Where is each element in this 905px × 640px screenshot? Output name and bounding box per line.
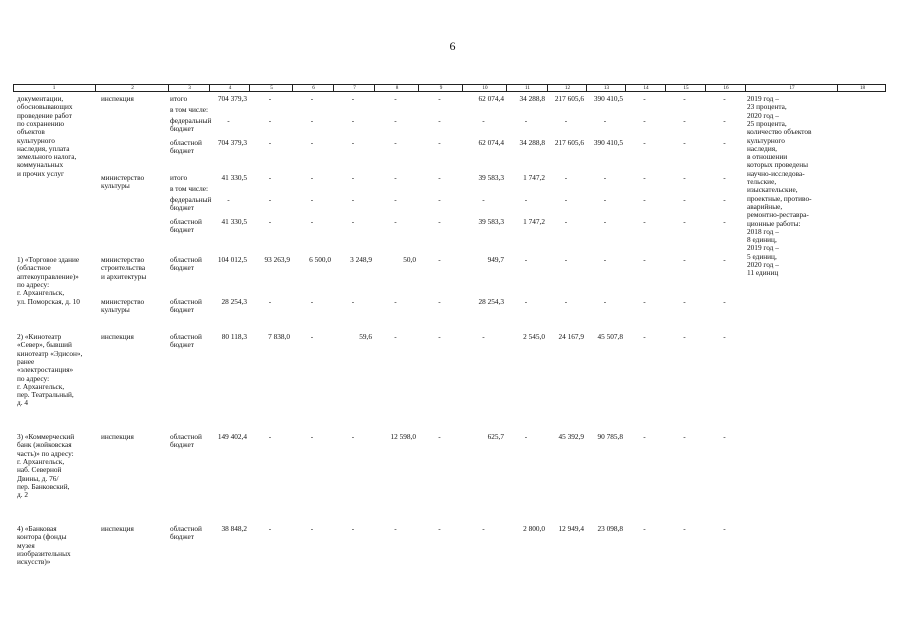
funding-source-line: бюджет xyxy=(170,225,194,235)
value-cell: - xyxy=(643,297,646,306)
header-col-17: 17 xyxy=(745,85,838,91)
indicator-line: 23 процента, xyxy=(747,102,787,112)
row-name-line: «Север», бывший xyxy=(17,340,72,350)
header-col-5: 5 xyxy=(249,85,293,91)
header-col-2: 2 xyxy=(95,85,169,91)
value-cell: - xyxy=(438,217,441,226)
row-name-line: (областное xyxy=(17,263,51,273)
row-name-line: коммунальных xyxy=(17,160,64,170)
value-cell: 7 838,0 xyxy=(268,332,290,341)
funding-source-line: итого xyxy=(170,173,188,182)
header-col-18: 18 xyxy=(837,85,887,91)
value-cell: - xyxy=(351,432,355,441)
row-name-line: пер. Банковский, xyxy=(17,481,70,491)
header-col-1: 1 xyxy=(52,85,56,91)
funding-source-line: областной xyxy=(170,432,202,441)
row-name-line: ул. Поморская, д. 10 xyxy=(17,296,80,306)
value-cell: - xyxy=(310,94,314,103)
executor-line: инспекция xyxy=(101,332,134,341)
value-cell: - xyxy=(683,297,686,306)
value-cell: - xyxy=(564,255,568,264)
funding-source-line: областной xyxy=(170,138,202,147)
row-name-line: банк (жойковская xyxy=(17,440,72,450)
value-cell: 149 402,4 xyxy=(217,432,247,441)
value-cell: - xyxy=(683,332,686,341)
header-col-3: 3 xyxy=(168,85,210,91)
header-col-12: 12 xyxy=(547,85,587,91)
value-cell: - xyxy=(482,195,485,204)
value-cell: 6 500,0 xyxy=(309,255,331,264)
value-cell: - xyxy=(438,524,441,533)
indicator-line: 11 единиц xyxy=(747,268,779,278)
value-cell: - xyxy=(351,524,355,533)
value-cell: - xyxy=(394,217,397,226)
row-name-line: д. 4 xyxy=(17,398,29,408)
value-cell: - xyxy=(268,297,272,306)
value-cell: 625,7 xyxy=(487,432,504,441)
funding-source-line: в том числе: xyxy=(170,105,209,114)
value-cell: - xyxy=(351,297,355,306)
value-cell: - xyxy=(310,297,314,306)
value-cell: - xyxy=(394,138,397,147)
value-cell: 41 330,5 xyxy=(221,173,247,182)
value-cell: - xyxy=(351,138,355,147)
indicator-line: наследия, xyxy=(747,143,777,153)
header-col-8: 8 xyxy=(374,85,419,91)
header-col-14: 14 xyxy=(625,85,666,91)
indicator-line: ремонтно-реставра- xyxy=(747,210,809,220)
value-cell: 34 288,8 xyxy=(519,94,545,103)
value-cell: - xyxy=(524,255,528,264)
row-name-line: искусств)» xyxy=(17,557,51,567)
value-cell: - xyxy=(268,116,272,125)
value-cell: - xyxy=(723,297,726,306)
funding-source-line: областной xyxy=(170,255,202,264)
value-cell: - xyxy=(683,432,686,441)
funding-source-line: бюджет xyxy=(170,263,194,273)
row-name-line: пер. Театральный, xyxy=(17,390,74,400)
value-cell: - xyxy=(643,524,646,533)
value-cell: 41 330,5 xyxy=(221,217,247,226)
value-cell: - xyxy=(603,217,607,226)
value-cell: 62 074,4 xyxy=(478,138,504,147)
funding-source-line: в том числе: xyxy=(170,184,209,193)
value-cell: - xyxy=(310,332,314,341)
row-name-line: наб. Северной xyxy=(17,465,62,475)
value-cell: - xyxy=(438,138,441,147)
value-cell: - xyxy=(438,297,441,306)
value-cell: - xyxy=(482,524,485,533)
value-cell: 1 747,2 xyxy=(523,217,545,226)
value-cell: - xyxy=(310,116,314,125)
value-cell: 2 800,0 xyxy=(523,524,545,533)
value-cell: - xyxy=(643,332,646,341)
row-name-line: наследия, уплата xyxy=(17,143,70,153)
value-cell: 34 288,8 xyxy=(519,138,545,147)
executor-line: инспекция xyxy=(101,524,134,533)
value-cell: - xyxy=(351,173,355,182)
value-cell: - xyxy=(482,116,485,125)
funding-source-line: областной xyxy=(170,332,202,341)
value-cell: - xyxy=(438,255,441,264)
header-col-9: 9 xyxy=(418,85,463,91)
value-cell: - xyxy=(723,217,726,226)
value-cell: - xyxy=(351,94,355,103)
value-cell: - xyxy=(723,432,726,441)
row-name-line: часть)» по адресу: xyxy=(17,448,74,458)
value-cell: - xyxy=(723,94,726,103)
value-cell: 38 848,2 xyxy=(221,524,247,533)
executor-line: строительства xyxy=(101,263,146,273)
value-cell: - xyxy=(564,116,568,125)
value-cell: - xyxy=(723,332,726,341)
value-cell: - xyxy=(310,195,314,204)
value-cell: - xyxy=(683,255,686,264)
indicator-line: научно-исследова- xyxy=(747,168,805,178)
page-number: 6 xyxy=(449,39,456,53)
value-cell: - xyxy=(643,432,646,441)
funding-source-line: областной xyxy=(170,524,202,533)
executor-line: министерство xyxy=(101,297,145,306)
value-cell: - xyxy=(564,195,568,204)
value-cell: - xyxy=(564,217,568,226)
row-name-line: г. Архангельск, xyxy=(17,456,65,466)
value-cell: - xyxy=(723,116,726,125)
row-name-line: 2) «Кинотеатр xyxy=(17,332,62,341)
value-cell: - xyxy=(268,94,272,103)
value-cell: - xyxy=(268,195,272,204)
value-cell: 217 605,6 xyxy=(554,138,584,147)
value-cell: - xyxy=(482,332,485,341)
value-cell: 1 747,2 xyxy=(523,173,545,182)
funding-source-line: бюджет xyxy=(170,305,194,315)
value-cell: - xyxy=(603,173,607,182)
value-cell: - xyxy=(310,173,314,182)
value-cell: - xyxy=(643,255,646,264)
value-cell: - xyxy=(723,255,726,264)
value-cell: - xyxy=(310,138,314,147)
executor-line: инспекция xyxy=(101,432,134,441)
value-cell: 704 379,3 xyxy=(217,94,247,103)
row-name-line: аптекоуправление)» xyxy=(17,271,79,281)
value-cell: 217 605,6 xyxy=(554,94,584,103)
value-cell: 50,0 xyxy=(403,255,416,264)
value-cell: - xyxy=(227,195,230,204)
row-name-line: изобразительных xyxy=(17,548,71,558)
row-name-line: документации, xyxy=(17,94,64,103)
executor-line: культуры xyxy=(101,181,130,191)
funding-source-line: федеральный xyxy=(170,116,212,125)
funding-source-line: областной xyxy=(170,217,202,226)
indicator-line: культурного xyxy=(747,135,785,145)
row-name-line: д. 2 xyxy=(17,490,29,500)
indicator-line: 25 процента, xyxy=(747,118,787,128)
value-cell: - xyxy=(227,116,230,125)
indicator-line: 2018 год – xyxy=(747,226,779,236)
value-cell: - xyxy=(310,432,314,441)
funding-source-line: бюджет xyxy=(170,124,194,134)
executor-line: министерство xyxy=(101,173,145,182)
value-cell: - xyxy=(394,524,397,533)
header-col-4: 4 xyxy=(209,85,250,91)
value-cell: 24 167,9 xyxy=(558,332,584,341)
value-cell: 80 118,3 xyxy=(221,332,247,341)
value-cell: - xyxy=(394,332,397,341)
value-cell: - xyxy=(603,297,607,306)
value-cell: - xyxy=(643,173,646,182)
row-name-line: обосновывающих xyxy=(17,102,73,112)
funding-source-line: бюджет xyxy=(170,203,194,213)
row-name-line: 4) «Банковая xyxy=(17,524,57,533)
value-cell: 59,6 xyxy=(359,332,372,341)
value-cell: - xyxy=(268,138,272,147)
executor-line: министерство xyxy=(101,255,145,264)
funding-source-line: федеральный xyxy=(170,195,212,204)
value-cell: 390 410,5 xyxy=(593,138,623,147)
value-cell: - xyxy=(603,255,607,264)
value-cell: - xyxy=(683,94,686,103)
value-cell: - xyxy=(438,195,441,204)
value-cell: - xyxy=(394,195,397,204)
indicator-line: проектные, противо- xyxy=(747,193,812,203)
value-cell: 12 598,0 xyxy=(390,432,416,441)
value-cell: 93 263,9 xyxy=(264,255,290,264)
indicator-line: которых проведены xyxy=(747,160,808,170)
row-name-line: по сохранению xyxy=(17,118,65,128)
value-cell: 949,7 xyxy=(487,255,504,264)
value-cell: 23 098,8 xyxy=(597,524,623,533)
value-cell: - xyxy=(438,332,441,341)
value-cell: - xyxy=(524,297,528,306)
value-cell: - xyxy=(351,116,355,125)
header-col-13: 13 xyxy=(586,85,626,91)
row-name-line: 1) «Торговое здание xyxy=(17,255,80,264)
value-cell: - xyxy=(351,195,355,204)
value-cell: - xyxy=(723,138,726,147)
row-name-line: по адресу: xyxy=(17,373,50,383)
value-cell: 3 248,9 xyxy=(350,255,372,264)
header-col-10: 10 xyxy=(462,85,507,91)
row-name-line: контора (фонды xyxy=(17,532,67,542)
indicator-line: 8 единиц, xyxy=(747,235,777,245)
header-col-7: 7 xyxy=(333,85,375,91)
value-cell: 45 507,8 xyxy=(597,332,623,341)
value-cell: - xyxy=(723,195,726,204)
value-cell: - xyxy=(723,173,726,182)
row-name-line: ранее xyxy=(17,356,35,366)
value-cell: - xyxy=(683,217,686,226)
value-cell: - xyxy=(438,94,441,103)
row-name-line: объектов xyxy=(17,127,45,137)
value-cell: 704 379,3 xyxy=(217,138,247,147)
value-cell: - xyxy=(268,217,272,226)
value-cell: - xyxy=(603,195,607,204)
value-cell: - xyxy=(438,432,441,441)
funding-source-line: итого xyxy=(170,94,188,103)
value-cell: - xyxy=(438,116,441,125)
value-cell: - xyxy=(351,217,355,226)
funding-source-line: бюджет xyxy=(170,146,194,156)
row-name-line: «электростанция» xyxy=(17,365,74,375)
table-header-row xyxy=(13,84,886,92)
value-cell: - xyxy=(683,138,686,147)
row-name-line: музея xyxy=(17,540,35,550)
value-cell: - xyxy=(683,524,686,533)
value-cell: - xyxy=(643,195,646,204)
executor-line: культуры xyxy=(101,305,130,315)
row-name-line: Двины, д. 76/ xyxy=(17,473,59,483)
value-cell: - xyxy=(268,173,272,182)
executor-line: и архитектуры xyxy=(101,271,147,281)
value-cell: - xyxy=(683,195,686,204)
row-name-line: 3) «Коммерческий xyxy=(17,432,75,441)
value-cell: 39 583,3 xyxy=(478,217,504,226)
value-cell: 39 583,3 xyxy=(478,173,504,182)
indicator-line: изыскательские, xyxy=(747,185,798,195)
row-name-line: г. Архангельск, xyxy=(17,288,65,298)
value-cell: - xyxy=(394,94,397,103)
funding-source-line: бюджет xyxy=(170,532,194,542)
indicator-line: количество объектов xyxy=(747,127,812,137)
value-cell: - xyxy=(564,173,568,182)
value-cell: - xyxy=(643,138,646,147)
value-cell: - xyxy=(524,432,528,441)
indicator-line: 2019 год – xyxy=(747,243,779,253)
value-cell: - xyxy=(643,116,646,125)
value-cell: - xyxy=(394,297,397,306)
row-name-line: по адресу: xyxy=(17,279,50,289)
value-cell: - xyxy=(268,432,272,441)
indicator-line: в отношении xyxy=(747,152,788,162)
indicator-line: 2020 год – xyxy=(747,260,779,269)
value-cell: 104 012,5 xyxy=(217,255,247,264)
value-cell: - xyxy=(643,94,646,103)
value-cell: - xyxy=(683,173,686,182)
header-col-11: 11 xyxy=(506,85,548,91)
value-cell: 62 074,4 xyxy=(478,94,504,103)
row-name-line: и прочих услуг xyxy=(17,168,64,178)
value-cell: 390 410,5 xyxy=(593,94,623,103)
value-cell: - xyxy=(723,524,726,533)
value-cell: - xyxy=(564,297,568,306)
value-cell: 90 785,8 xyxy=(597,432,623,441)
row-name-line: г. Архангельск, xyxy=(17,381,65,391)
value-cell: - xyxy=(310,524,314,533)
value-cell: 45 392,9 xyxy=(558,432,584,441)
value-cell: 2 545,0 xyxy=(523,332,545,341)
value-cell: - xyxy=(603,116,607,125)
funding-source-line: бюджет xyxy=(170,440,194,450)
value-cell: - xyxy=(310,217,314,226)
funding-source-line: бюджет xyxy=(170,340,194,350)
row-name-line: проведение работ xyxy=(17,110,72,120)
value-cell: - xyxy=(643,217,646,226)
value-cell: - xyxy=(394,173,397,182)
indicator-line: ционные работы: xyxy=(747,218,801,228)
value-cell: - xyxy=(438,173,441,182)
header-col-15: 15 xyxy=(665,85,706,91)
value-cell: - xyxy=(524,195,528,204)
value-cell: 28 254,3 xyxy=(478,297,504,306)
header-col-16: 16 xyxy=(705,85,746,91)
value-cell: - xyxy=(268,524,272,533)
executor-line: инспекция xyxy=(101,94,134,103)
indicator-line: тельские, xyxy=(747,177,777,186)
row-name-line: земельного налога, xyxy=(17,152,77,162)
value-cell: - xyxy=(524,116,528,125)
indicator-line: 2019 год – xyxy=(747,94,779,103)
header-col-6: 6 xyxy=(292,85,334,91)
value-cell: - xyxy=(683,116,686,125)
indicator-line: 2020 год – xyxy=(747,110,779,120)
indicator-line: 5 единиц, xyxy=(747,251,777,261)
value-cell: 12 949,4 xyxy=(558,524,584,533)
value-cell: - xyxy=(394,116,397,125)
value-cell: 28 254,3 xyxy=(221,297,247,306)
funding-source-line: областной xyxy=(170,297,202,306)
row-name-line: кинотеатр «Эдисон», xyxy=(17,348,83,358)
row-name-line: культурного xyxy=(17,135,55,145)
indicator-line: аварийные, xyxy=(747,201,783,211)
